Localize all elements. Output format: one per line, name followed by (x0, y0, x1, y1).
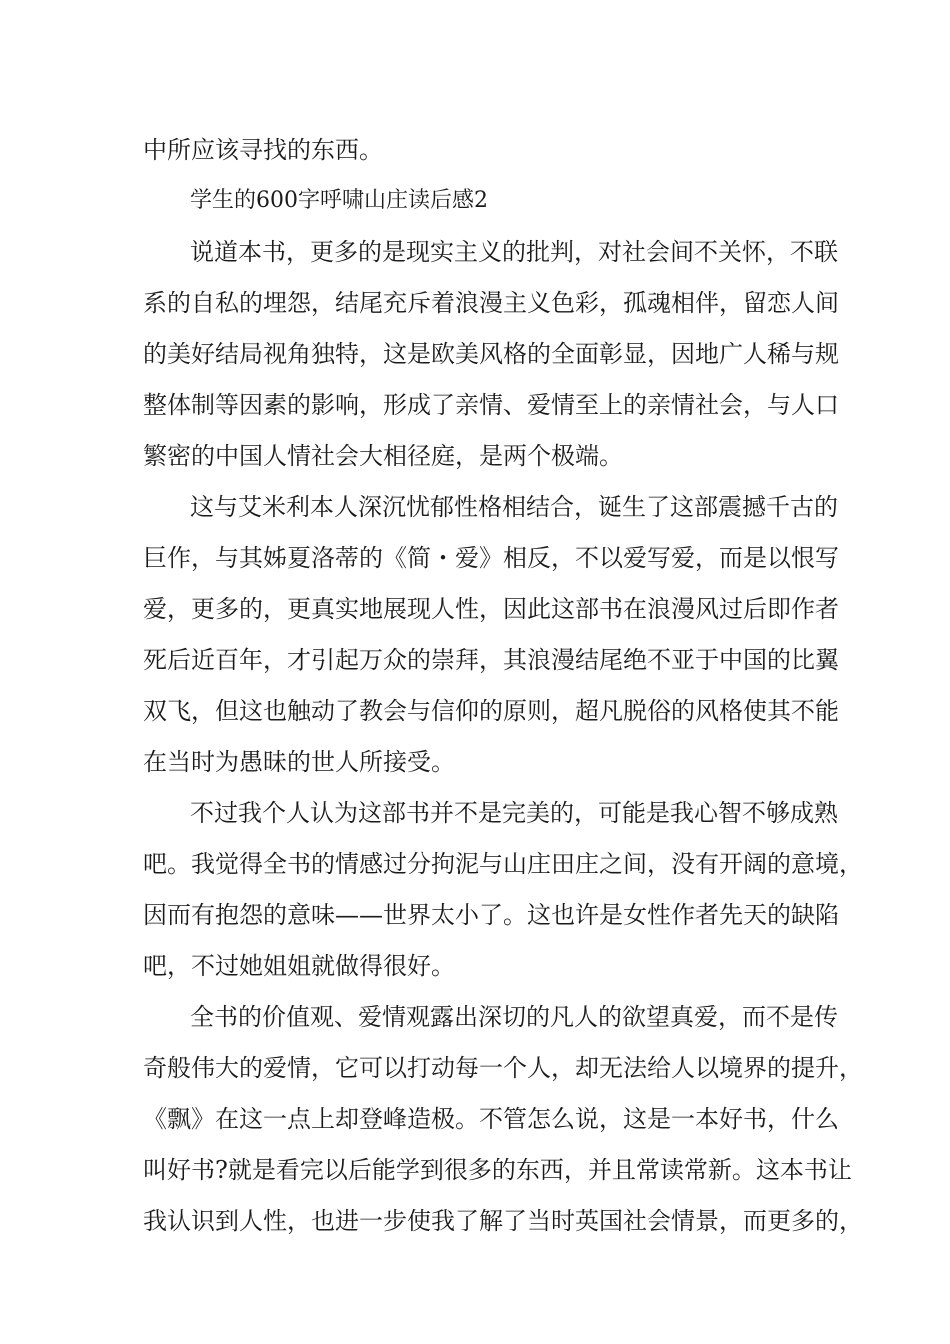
text-line: 巨作，与其姊夏洛蒂的《简・爱》相反，不以爱写爱，而是以恨写 (143, 544, 839, 572)
text-line: 奇般伟大的爱情，它可以打动每一个人，却无法给人以境界的提升， (143, 1054, 863, 1082)
text-line: 说道本书，更多的是现实主义的批判，对社会间不关怀，不联 (190, 238, 838, 266)
section-heading: 学生的600字呼啸山庄读后感2 (190, 188, 488, 213)
text-line: 因而有抱怨的意味——世界太小了。这也许是女性作者先天的缺陷 (143, 901, 839, 929)
text-line: 吧，不过她姐姐就做得很好。 (143, 952, 455, 980)
text-line: 中所应该寻找的东西。 (143, 136, 383, 164)
text-line: 繁密的中国人情社会大相径庭，是两个极端。 (143, 442, 623, 470)
text-line: 《飘》在这一点上却登峰造极。不管怎么说，这是一本好书，什么 (143, 1105, 839, 1133)
text-line: 这与艾米利本人深沉忧郁性格相结合，诞生了这部震撼千古的 (190, 493, 838, 521)
text-line: 不过我个人认为这部书并不是完美的，可能是我心智不够成熟 (190, 799, 838, 827)
text-line: 全书的价值观、爱情观露出深切的凡人的欲望真爱，而不是传 (190, 1003, 838, 1031)
text-line: 系的自私的埋怨，结尾充斥着浪漫主义色彩，孤魂相伴，留恋人间 (143, 289, 839, 317)
text-line: 我认识到人性，也进一步使我了解了当时英国社会情景，而更多的， (143, 1207, 863, 1235)
text-line: 爱，更多的，更真实地展现人性，因此这部书在浪漫风过后即作者 (143, 595, 839, 623)
text-line: 死后近百年，才引起万众的崇拜，其浪漫结尾绝不亚于中国的比翼 (143, 646, 839, 674)
text-line: 整体制等因素的影响，形成了亲情、爱情至上的亲情社会，与人口 (143, 391, 839, 419)
text-line: 的美好结局视角独特，这是欧美风格的全面彰显，因地广人稀与规 (143, 340, 839, 368)
text-line: 双飞，但这也触动了教会与信仰的原则，超凡脱俗的风格使其不能 (143, 697, 839, 725)
text-line: 在当时为愚昧的世人所接受。 (143, 748, 455, 776)
text-line: 吧。我觉得全书的情感过分拘泥与山庄田庄之间，没有开阔的意境， (143, 850, 863, 878)
text-line: 叫好书?就是看完以后能学到很多的东西，并且常读常新。这本书让 (143, 1156, 852, 1184)
